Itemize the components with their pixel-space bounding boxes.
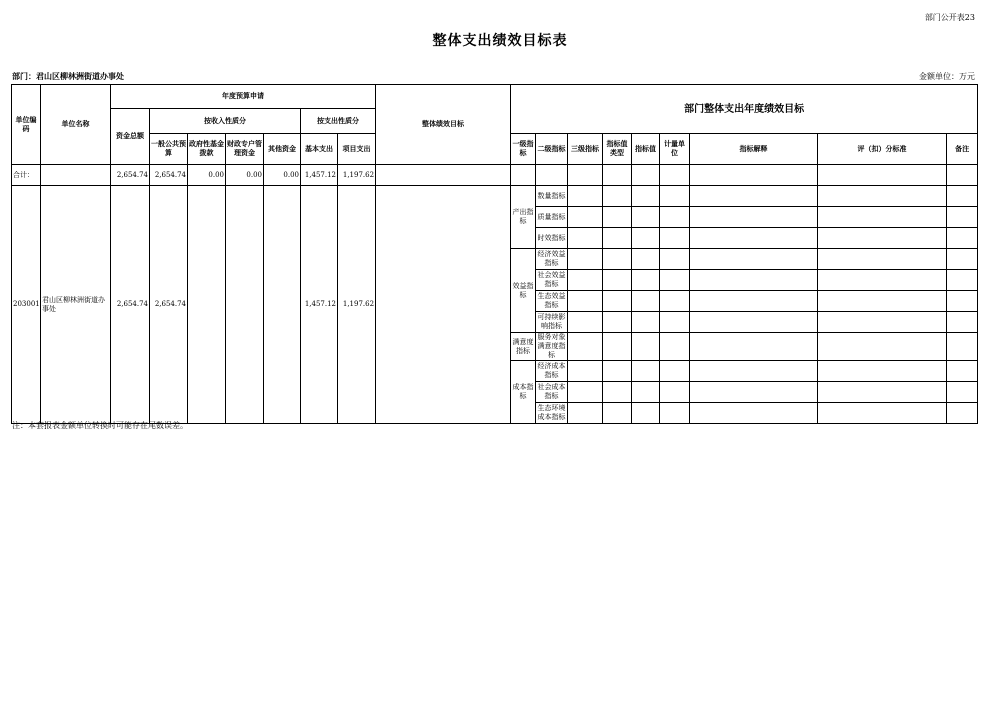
level2-sustainability: 可持续影响指标 — [536, 312, 568, 333]
empty-cell — [818, 228, 947, 249]
empty-cell — [568, 382, 603, 403]
empty-cell — [660, 270, 690, 291]
empty-cell — [568, 403, 603, 424]
department-label: 部门：君山区柳林洲街道办事处 — [12, 72, 124, 81]
empty-cell — [632, 165, 660, 186]
empty-cell — [603, 312, 632, 333]
header-indicator-explanation: 指标解释 — [690, 134, 818, 165]
empty-cell — [690, 228, 818, 249]
empty-cell — [632, 228, 660, 249]
header-annual-budget: 年度预算申请 — [111, 85, 376, 109]
empty-cell — [660, 165, 690, 186]
header-level1: 一级指标 — [511, 134, 536, 165]
empty-cell — [632, 382, 660, 403]
empty-cell — [818, 249, 947, 270]
empty-cell — [660, 228, 690, 249]
empty-cell — [690, 249, 818, 270]
header-unit-code: 单位编码 — [12, 85, 41, 165]
empty-cell — [660, 382, 690, 403]
empty-cell — [660, 186, 690, 207]
empty-cell — [818, 312, 947, 333]
empty-cell — [818, 382, 947, 403]
empty-cell — [568, 270, 603, 291]
empty-cell — [603, 403, 632, 424]
empty-cell — [603, 361, 632, 382]
empty-cell — [660, 249, 690, 270]
level2-economic-cost: 经济成本指标 — [536, 361, 568, 382]
empty-cell — [536, 165, 568, 186]
level2-economic-benefit: 经济效益指标 — [536, 249, 568, 270]
level2-quantity: 数量指标 — [536, 186, 568, 207]
empty-cell — [947, 228, 978, 249]
total-funds-value: 2,654.74 — [111, 165, 150, 186]
empty-cell — [947, 291, 978, 312]
total-basic-value: 1,457.12 — [301, 165, 338, 186]
empty-cell — [568, 165, 603, 186]
empty-cell — [568, 312, 603, 333]
empty-cell — [690, 382, 818, 403]
empty-cell — [603, 165, 632, 186]
empty-cell — [947, 249, 978, 270]
header-fiscal-special: 财政专户管理资金 — [226, 134, 264, 165]
empty-cell — [818, 165, 947, 186]
empty-cell — [660, 333, 690, 361]
empty-cell — [603, 186, 632, 207]
header-total-funds: 资金总额 — [111, 109, 150, 165]
empty-cell — [660, 361, 690, 382]
level2-eco-benefit: 生态效益指标 — [536, 291, 568, 312]
header-level3: 三级指标 — [568, 134, 603, 165]
empty-cell — [690, 270, 818, 291]
empty-cell — [376, 165, 511, 186]
header-by-income: 按收入性质分 — [150, 109, 301, 134]
empty-cell — [690, 186, 818, 207]
header-measure-unit: 计量单位 — [660, 134, 690, 165]
level2-social-benefit: 社会效益指标 — [536, 270, 568, 291]
total-gov-fund-value: 0.00 — [188, 165, 226, 186]
header-row-1 — [12, 85, 978, 109]
performance-table — [11, 84, 978, 424]
empty-cell — [818, 403, 947, 424]
empty-cell — [568, 186, 603, 207]
empty-cell — [818, 270, 947, 291]
empty-cell — [568, 361, 603, 382]
empty-cell — [947, 382, 978, 403]
empty-cell — [603, 382, 632, 403]
empty-cell — [226, 186, 264, 424]
empty-cell — [947, 165, 978, 186]
unit-basic-value: 1,457.12 — [301, 186, 338, 424]
header-scoring-standard: 评（扣）分标准 — [818, 134, 947, 165]
header-basic-expense: 基本支出 — [301, 134, 338, 165]
empty-cell — [947, 270, 978, 291]
total-fiscal-special-value: 0.00 — [226, 165, 264, 186]
empty-cell — [568, 333, 603, 361]
header-indicator-value: 指标值 — [632, 134, 660, 165]
currency-unit-label: 金额单位：万元 — [919, 72, 975, 81]
empty-cell — [947, 207, 978, 228]
empty-cell — [603, 291, 632, 312]
empty-cell — [376, 186, 511, 424]
unit-name-value: 君山区柳林洲街道办事处 — [41, 186, 111, 424]
empty-cell — [603, 249, 632, 270]
empty-cell — [947, 312, 978, 333]
total-row — [12, 165, 978, 186]
page-title: 整体支出绩效目标表 — [432, 33, 568, 49]
header-project-expense: 项目支出 — [338, 134, 376, 165]
header-level2: 二级指标 — [536, 134, 568, 165]
level2-service-satisfaction: 服务对象满意度指标 — [537, 333, 566, 359]
empty-cell — [660, 291, 690, 312]
empty-cell — [632, 186, 660, 207]
level2-quality: 质量指标 — [536, 207, 568, 228]
header-other-funds: 其他资金 — [264, 134, 301, 165]
level1-output: 产出指标 — [511, 186, 536, 249]
empty-cell — [947, 361, 978, 382]
empty-cell — [947, 186, 978, 207]
empty-cell — [188, 186, 226, 424]
level2-timeliness: 时效指标 — [536, 228, 568, 249]
table-number-label: 部门公开表23 — [924, 13, 975, 22]
empty-cell — [603, 333, 632, 361]
level1-cost: 成本指标 — [511, 361, 536, 424]
empty-cell — [660, 207, 690, 228]
empty-cell — [632, 361, 660, 382]
empty-cell — [603, 270, 632, 291]
header-dept-annual-goal: 部门整体支出年度绩效目标 — [511, 85, 978, 134]
unit-code-value: 203001 — [12, 186, 41, 424]
empty-cell — [690, 207, 818, 228]
empty-cell — [660, 403, 690, 424]
header-general-budget: 一般公共预算 — [150, 134, 188, 165]
empty-cell — [632, 312, 660, 333]
empty-cell — [511, 165, 536, 186]
empty-cell — [660, 312, 690, 333]
header-unit-name: 单位名称 — [41, 85, 111, 165]
empty-cell — [818, 333, 947, 361]
header-gov-fund: 政府性基金拨款 — [188, 134, 226, 165]
empty-cell — [947, 403, 978, 424]
empty-cell — [632, 270, 660, 291]
empty-cell — [603, 207, 632, 228]
total-label: 合计： — [12, 165, 41, 186]
empty-cell — [603, 228, 632, 249]
empty-cell — [690, 291, 818, 312]
header-overall-performance: 整体绩效目标 — [376, 85, 511, 165]
level1-satisfaction: 满意度指标 — [511, 333, 536, 361]
table-row — [12, 186, 978, 207]
empty-cell — [568, 228, 603, 249]
empty-cell — [818, 361, 947, 382]
empty-cell — [818, 186, 947, 207]
empty-cell — [690, 165, 818, 186]
empty-cell — [632, 403, 660, 424]
header-remarks: 备注 — [947, 134, 978, 165]
empty-cell — [264, 186, 301, 424]
empty-cell — [632, 249, 660, 270]
total-other-value: 0.00 — [264, 165, 301, 186]
empty-cell — [41, 165, 111, 186]
header-indicator-type: 指标值类型 — [603, 134, 632, 165]
empty-cell — [690, 403, 818, 424]
unit-total-value: 2,654.74 — [111, 186, 150, 424]
footnote: 注：本套报表金额单位转换时可能存在尾数误差。 — [12, 421, 188, 430]
empty-cell — [690, 333, 818, 361]
empty-cell — [690, 361, 818, 382]
empty-cell — [568, 291, 603, 312]
total-project-value: 1,197.62 — [338, 165, 376, 186]
empty-cell — [947, 333, 978, 361]
empty-cell — [632, 291, 660, 312]
empty-cell — [632, 207, 660, 228]
empty-cell — [568, 207, 603, 228]
header-by-expense: 按支出性质分 — [301, 109, 376, 134]
level2-eco-cost: 生态环境成本指标 — [536, 403, 568, 424]
level2-social-cost: 社会成本指标 — [536, 382, 568, 403]
empty-cell — [690, 312, 818, 333]
empty-cell — [632, 333, 660, 361]
total-general-value: 2,654.74 — [150, 165, 188, 186]
unit-general-value: 2,654.74 — [150, 186, 188, 424]
level1-benefit: 效益指标 — [511, 249, 536, 333]
unit-project-value: 1,197.62 — [338, 186, 376, 424]
empty-cell — [818, 207, 947, 228]
empty-cell — [818, 291, 947, 312]
empty-cell — [568, 249, 603, 270]
